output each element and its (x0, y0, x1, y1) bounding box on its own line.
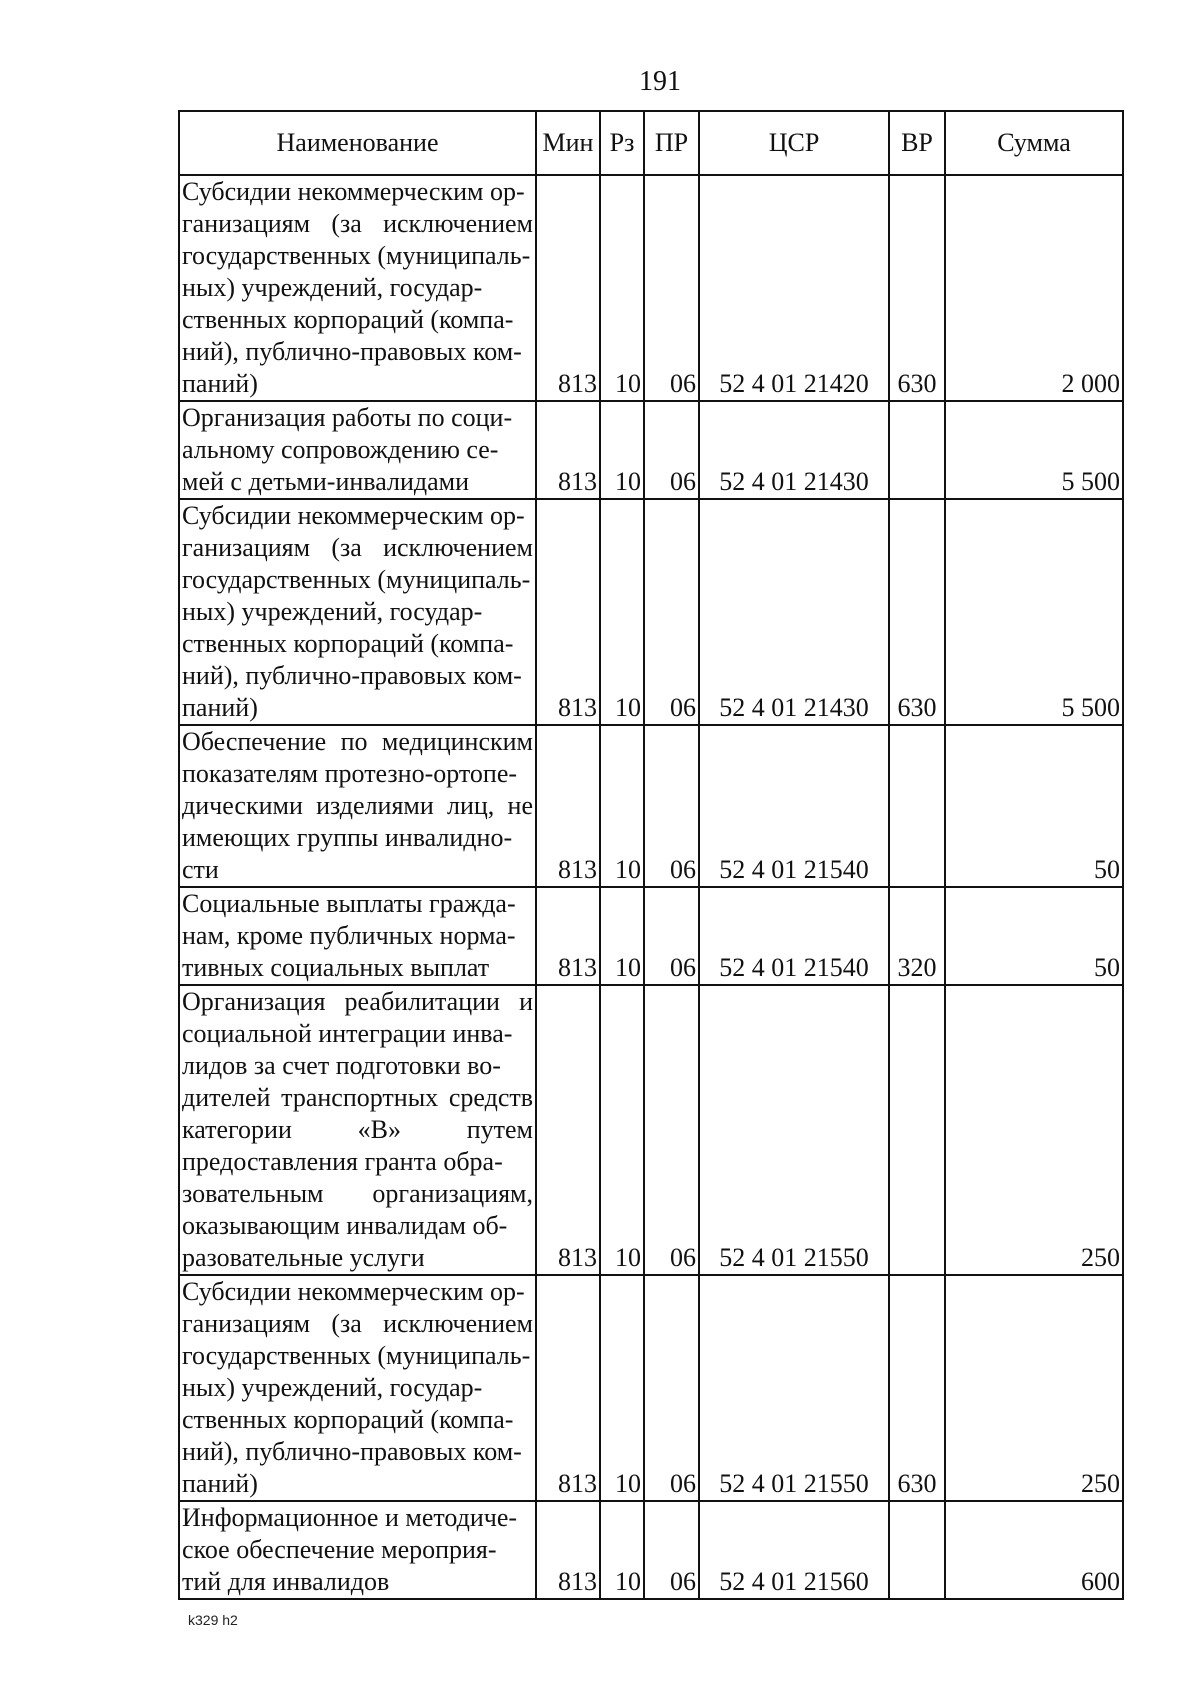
row-name: Обеспечение по медицинским показателям протезно-ортопе- дическими изделиями лиц, не имеющих группы инвалидно- сти (179, 725, 536, 887)
row-sum: 50 (945, 887, 1123, 985)
header-vr: ВР (889, 111, 945, 175)
row-min: 813 (536, 1501, 600, 1599)
row-sum: 250 (945, 985, 1123, 1275)
row-pr: 06 (644, 499, 699, 725)
row-min: 813 (536, 985, 600, 1275)
row-pr: 06 (644, 725, 699, 887)
row-rz: 10 (600, 985, 644, 1275)
row-rz: 10 (600, 887, 644, 985)
row-csr: 52 4 01 21430 (699, 401, 889, 499)
row-pr: 06 (644, 887, 699, 985)
row-name: Субсидии некоммерческим ор- ганизациям (за исключением государственных (муниципаль- ных) учреждений, государ- ственных корпораций (компа- ний), публично-правовых ком- паний) (179, 175, 536, 401)
row-rz: 10 (600, 401, 644, 499)
row-name: Организация реабилитации и социальной интеграции инва- лидов за счет подготовки во- дителей транспортных средств категории «В» путем предоставления гранта обра- зовательным организациям, оказывающим инвалидам об- разовательные услуги (179, 985, 536, 1275)
table-body (179, 175, 1123, 1599)
table-row (179, 175, 1123, 401)
table-row (179, 985, 1123, 1275)
table-row (179, 401, 1123, 499)
budget-table (178, 110, 1124, 1600)
row-rz: 10 (600, 725, 644, 887)
row-rz: 10 (600, 1501, 644, 1599)
row-name: Социальные выплаты гражда- нам, кроме публичных норма- тивных социальных выплат (179, 887, 536, 985)
row-rz: 10 (600, 1275, 644, 1501)
page-number: 191 (639, 66, 681, 97)
table-header (179, 111, 1123, 175)
row-vr (889, 401, 945, 499)
header-min: Мин (536, 111, 600, 175)
row-pr: 06 (644, 1275, 699, 1501)
header-csr: ЦСР (699, 111, 889, 175)
row-sum: 50 (945, 725, 1123, 887)
row-pr: 06 (644, 175, 699, 401)
row-csr: 52 4 01 21550 (699, 1275, 889, 1501)
header-rz: Рз (600, 111, 644, 175)
row-name: Субсидии некоммерческим ор- ганизациям (за исключением государственных (муниципаль- ных) учреждений, государ- ственных корпораций (компа- ний), публично-правовых ком- паний) (179, 1275, 536, 1501)
row-sum: 250 (945, 1275, 1123, 1501)
row-min: 813 (536, 887, 600, 985)
row-vr (889, 1501, 945, 1599)
table-row (179, 499, 1123, 725)
row-pr: 06 (644, 401, 699, 499)
header-pr: ПР (644, 111, 699, 175)
header-name: Наименование (179, 111, 536, 175)
row-pr: 06 (644, 985, 699, 1275)
row-csr: 52 4 01 21430 (699, 499, 889, 725)
row-sum: 5 500 (945, 401, 1123, 499)
header-sum: Сумма (945, 111, 1123, 175)
row-vr (889, 985, 945, 1275)
row-vr: 630 (889, 1275, 945, 1501)
row-name: Субсидии некоммерческим ор- ганизациям (за исключением государственных (муниципаль- ных) учреждений, государ- ственных корпораций (компа- ний), публично-правовых ком- паний) (179, 499, 536, 725)
row-vr: 630 (889, 499, 945, 725)
row-vr (889, 725, 945, 887)
row-name: Информационное и методиче- ское обеспечение мероприя- тий для инвалидов (179, 1501, 536, 1599)
table-row (179, 1501, 1123, 1599)
row-rz: 10 (600, 175, 644, 401)
row-min: 813 (536, 401, 600, 499)
row-min: 813 (536, 175, 600, 401)
row-sum: 5 500 (945, 499, 1123, 725)
row-rz: 10 (600, 499, 644, 725)
row-name: Организация работы по соци- альному сопровождению се- мей с детьми-инвалидами (179, 401, 536, 499)
row-vr: 630 (889, 175, 945, 401)
row-csr: 52 4 01 21550 (699, 985, 889, 1275)
row-sum: 2 000 (945, 175, 1123, 401)
row-csr: 52 4 01 21420 (699, 175, 889, 401)
table-row (179, 887, 1123, 985)
footer-code: k329 h2 (188, 1612, 238, 1628)
row-csr: 52 4 01 21560 (699, 1501, 889, 1599)
header-row (179, 111, 1123, 175)
row-min: 813 (536, 725, 600, 887)
row-vr: 320 (889, 887, 945, 985)
row-min: 813 (536, 499, 600, 725)
row-pr: 06 (644, 1501, 699, 1599)
row-sum: 600 (945, 1501, 1123, 1599)
row-csr: 52 4 01 21540 (699, 887, 889, 985)
row-min: 813 (536, 1275, 600, 1501)
table-row (179, 725, 1123, 887)
table-row (179, 1275, 1123, 1501)
row-csr: 52 4 01 21540 (699, 725, 889, 887)
